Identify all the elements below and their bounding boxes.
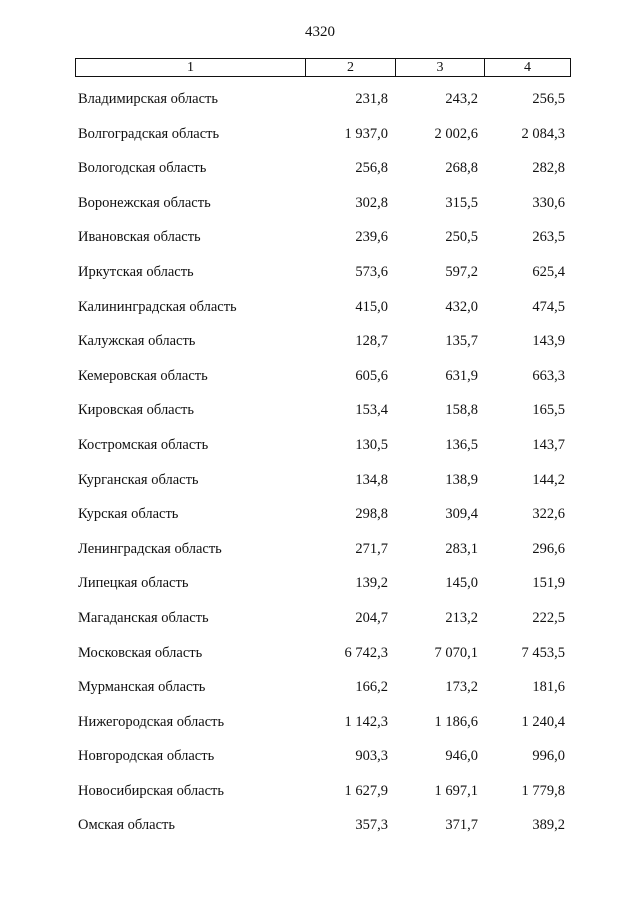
value-col-3: 1 186,6 <box>434 713 478 730</box>
value-col-3: 243,2 <box>445 91 478 107</box>
value-col-4: 1 240,4 <box>521 713 565 730</box>
value-col-3: 138,9 <box>445 471 478 488</box>
value-col-3: 1 697,1 <box>434 782 478 799</box>
value-col-4: 296,6 <box>532 540 565 557</box>
value-col-3: 2 002,6 <box>434 125 478 142</box>
value-col-4: 222,5 <box>532 609 565 626</box>
region-name: Липецкая область <box>78 575 189 592</box>
region-name: Нижегородская область <box>78 713 225 730</box>
value-col-3: 432,0 <box>445 298 478 315</box>
table-row <box>75 291 571 326</box>
value-col-2: 298,8 <box>355 506 388 523</box>
value-col-4: 165,5 <box>532 402 565 419</box>
value-col-4: 330,6 <box>532 194 565 211</box>
value-col-3: 631,9 <box>445 367 478 384</box>
value-col-4: 143,9 <box>532 333 565 350</box>
value-col-2: 134,8 <box>355 471 388 488</box>
value-col-2: 573,6 <box>355 263 388 280</box>
region-name: Владимирская область <box>78 91 218 107</box>
value-col-2: 128,7 <box>355 333 388 350</box>
region-name: Ивановская область <box>78 229 201 246</box>
region-name: Воронежская область <box>78 194 211 211</box>
table-row <box>75 533 571 568</box>
column-header-4: 4 <box>484 59 570 76</box>
table-row <box>75 567 571 602</box>
region-name: Иркутская область <box>78 263 194 280</box>
region-name: Мурманская область <box>78 679 206 696</box>
value-col-2: 239,6 <box>355 229 388 246</box>
table-body <box>75 83 571 844</box>
table-row <box>75 360 571 395</box>
value-col-3: 7 070,1 <box>434 644 478 661</box>
column-header-1: 1 <box>187 59 194 75</box>
value-col-2: 1 937,0 <box>344 125 388 142</box>
region-name: Магаданская область <box>78 609 209 626</box>
value-col-3: 371,7 <box>445 817 478 834</box>
page-number: 4320 <box>305 24 335 40</box>
table-row <box>75 809 571 844</box>
value-col-2: 6 742,3 <box>344 644 388 661</box>
value-col-4: 1 779,8 <box>521 782 565 799</box>
value-col-2: 271,7 <box>355 540 388 557</box>
value-col-2: 605,6 <box>355 367 388 384</box>
table-header <box>75 58 571 77</box>
value-col-4: 263,5 <box>532 229 565 246</box>
table-row <box>75 152 571 187</box>
value-col-4: 143,7 <box>532 436 565 453</box>
region-name: Кировская область <box>78 402 195 419</box>
region-name: Костромская область <box>78 436 209 453</box>
table-row <box>75 394 571 429</box>
table-row <box>75 118 571 153</box>
value-col-4: 389,2 <box>532 817 565 834</box>
value-col-2: 139,2 <box>355 575 388 592</box>
value-col-4: 256,5 <box>532 91 565 107</box>
table-row <box>75 602 571 637</box>
region-name: Новгородская область <box>78 748 215 765</box>
value-col-4: 282,8 <box>532 160 565 177</box>
value-col-2: 204,7 <box>355 609 388 626</box>
value-col-3: 136,5 <box>445 436 478 453</box>
value-col-4: 2 084,3 <box>521 125 565 142</box>
value-col-2: 357,3 <box>355 817 388 834</box>
table-row <box>75 221 571 256</box>
value-col-3: 250,5 <box>445 229 478 246</box>
value-col-2: 231,8 <box>355 91 388 107</box>
value-col-3: 946,0 <box>445 748 478 765</box>
table-row <box>75 671 571 706</box>
table-row <box>75 740 571 775</box>
table-row <box>75 637 571 672</box>
region-name: Курганская область <box>78 471 199 488</box>
table-row <box>75 325 571 360</box>
table-row <box>75 498 571 533</box>
table-row <box>75 429 571 464</box>
value-col-4: 996,0 <box>532 748 565 765</box>
value-col-2: 415,0 <box>355 298 388 315</box>
value-col-2: 1 627,9 <box>344 782 388 799</box>
region-name: Кемеровская область <box>78 367 208 384</box>
column-header-3: 3 <box>395 59 484 76</box>
value-col-2: 256,8 <box>355 160 388 177</box>
table-row <box>75 775 571 810</box>
region-name: Калужская область <box>78 333 196 350</box>
table-row <box>75 464 571 499</box>
value-col-3: 268,8 <box>445 160 478 177</box>
table-row <box>75 187 571 222</box>
table-row <box>75 83 571 118</box>
region-name: Ленинградская область <box>78 540 222 557</box>
value-col-2: 903,3 <box>355 748 388 765</box>
value-col-4: 144,2 <box>532 471 565 488</box>
value-col-3: 173,2 <box>445 679 478 696</box>
value-col-3: 283,1 <box>445 540 478 557</box>
table-row <box>75 256 571 291</box>
value-col-3: 158,8 <box>445 402 478 419</box>
column-header-2: 2 <box>305 59 395 76</box>
region-name: Волгоградская область <box>78 125 220 142</box>
value-col-2: 302,8 <box>355 194 388 211</box>
region-name: Московская область <box>78 644 203 661</box>
value-col-4: 474,5 <box>532 298 565 315</box>
value-col-4: 7 453,5 <box>521 644 565 661</box>
value-col-4: 181,6 <box>532 679 565 696</box>
value-col-3: 597,2 <box>445 263 478 280</box>
value-col-2: 130,5 <box>355 436 388 453</box>
region-name: Курская область <box>78 506 179 523</box>
value-col-2: 153,4 <box>355 402 388 419</box>
value-col-3: 213,2 <box>445 609 478 626</box>
value-col-3: 309,4 <box>445 506 478 523</box>
region-name: Вологодская область <box>78 160 207 177</box>
region-name: Омская область <box>78 817 175 834</box>
value-col-4: 151,9 <box>532 575 565 592</box>
value-col-4: 663,3 <box>532 367 565 384</box>
value-col-4: 322,6 <box>532 506 565 523</box>
region-name: Калининградская область <box>78 298 237 315</box>
table-row <box>75 706 571 741</box>
value-col-3: 315,5 <box>445 194 478 211</box>
value-col-2: 1 142,3 <box>344 713 388 730</box>
value-col-3: 145,0 <box>445 575 478 592</box>
value-col-4: 625,4 <box>532 263 565 280</box>
value-col-3: 135,7 <box>445 333 478 350</box>
value-col-2: 166,2 <box>355 679 388 696</box>
region-name: Новосибирская область <box>78 782 224 799</box>
